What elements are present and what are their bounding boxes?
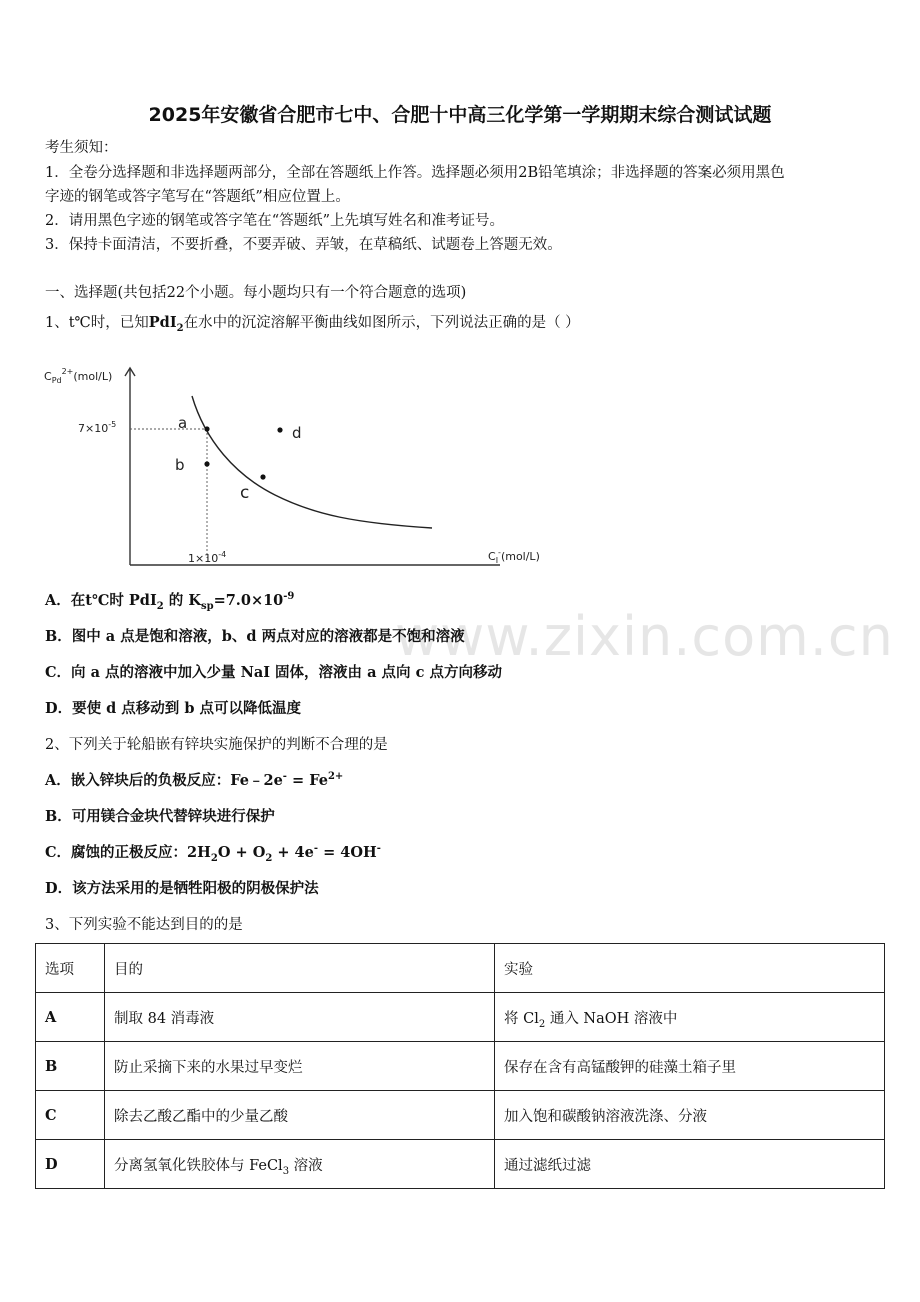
point-c bbox=[260, 474, 265, 479]
y-axis-label: $C_{Pd}^{2+}(mol/L)$ bbox=[44, 367, 113, 385]
row-option: C bbox=[36, 1091, 105, 1140]
table-row bbox=[36, 1042, 885, 1091]
q2-option-d: D．该方法采用的是牺牲阳极的阴极保护法 bbox=[45, 880, 319, 897]
q1-option-b: B．图中 a 点是饱和溶液，b、d 两点对应的溶液都是不饱和溶液 bbox=[45, 628, 465, 645]
point-b bbox=[204, 461, 209, 466]
question-2-stem: 2、下列关于轮船嵌有锌块实施保护的判断不合理的是 bbox=[45, 737, 388, 753]
point-b-label: b bbox=[175, 456, 185, 474]
q2-option-b: B．可用镁合金块代替锌块进行保护 bbox=[45, 808, 275, 825]
header-goal: 目的 bbox=[105, 944, 495, 993]
notice-line-4: 3．保持卡面清洁，不要折叠，不要弄破、弄皱，在草稿纸、试题卷上答题无效。 bbox=[45, 237, 562, 253]
q1-option-d: D．要使 d 点移动到 b 点可以降低温度 bbox=[45, 700, 302, 717]
x-axis-label: $C_I^-(mol/L)$ bbox=[488, 548, 540, 565]
table-header-row bbox=[36, 944, 885, 993]
x-tick-label: $1\times 10^{-4}$ bbox=[188, 550, 227, 565]
row-experiment: 通过滤纸过滤 bbox=[495, 1140, 885, 1189]
experiment-table bbox=[35, 943, 885, 1189]
q1-option-c: C．向 a 点的溶液中加入少量 NaI 固体，溶液由 a 点向 c 点方向移动 bbox=[45, 664, 502, 681]
row-experiment: 加入饱和碳酸钠溶液洗涤、分液 bbox=[495, 1091, 885, 1140]
page-title: 2025年安徽省合肥市七中、合肥十中高三化学第一学期期末综合测试试题 bbox=[148, 104, 772, 126]
row-option: D bbox=[36, 1140, 105, 1189]
notice-line-2: 字迹的钢笔或答字笔写在“答题纸”相应位置上。 bbox=[45, 189, 350, 205]
question-1-stem bbox=[45, 313, 580, 333]
notice-line-1: 1．全卷分选择题和非选择题两部分，全部在答题纸上作答。选择题必须用2B铅笔填涂；非选择题的答案必须用黑色 bbox=[45, 165, 785, 181]
q1-option-a: A．在t℃时 PdI$_2$ 的 $K_{sp}=7.0\times 10^{-9}$ bbox=[45, 591, 295, 612]
row-goal: 除去乙酸乙酯中的少量乙酸 bbox=[105, 1091, 495, 1140]
row-experiment: 将 $Cl_2$ 通入 NaOH 溶液中 bbox=[495, 993, 885, 1042]
solubility-curve-figure bbox=[40, 360, 570, 580]
q2-option-c: C．腐蚀的正极反应：$2H_2O + O_2 + 4e^- = 4OH^-$ bbox=[45, 843, 381, 864]
solubility-curve bbox=[192, 396, 432, 528]
table-row bbox=[36, 993, 885, 1042]
table-row bbox=[36, 1140, 885, 1189]
header-option: 选项 bbox=[36, 944, 105, 993]
notice-heading: 考生须知： bbox=[45, 140, 118, 156]
notice-line-3: 2．请用黑色字迹的钢笔或答字笔在“答题纸”上先填写姓名和准考证号。 bbox=[45, 213, 505, 229]
point-c-label: c bbox=[240, 483, 250, 503]
q2-option-a: A．嵌入锌块后的负极反应：Fe﹣2e- = $Fe^{2+}$ bbox=[45, 771, 344, 789]
row-goal: 制取 84 消毒液 bbox=[105, 993, 495, 1042]
row-option: B bbox=[36, 1042, 105, 1091]
watermark: www.zixin.com.cn bbox=[395, 605, 894, 668]
y-tick-label: $7\times 10^{-5}$ bbox=[78, 420, 117, 435]
table-row bbox=[36, 1091, 885, 1140]
row-experiment: 保存在含有高锰酸钾的硅藻土箱子里 bbox=[495, 1042, 885, 1091]
row-goal: 分离氢氧化铁胶体与 FeCl$_3$ 溶液 bbox=[105, 1140, 495, 1189]
q1-stem-formula: PdI$_2$ bbox=[148, 314, 184, 334]
point-a bbox=[204, 426, 209, 431]
q1-stem-part-a: 1、t℃时，已知 bbox=[45, 315, 149, 331]
row-goal: 防止采摘下来的水果过早变烂 bbox=[105, 1042, 495, 1091]
point-d bbox=[277, 427, 282, 432]
section-heading: 一、选择题(共包括22个小题。每小题均只有一个符合题意的选项) bbox=[45, 285, 467, 301]
point-d-label: d bbox=[292, 424, 302, 442]
question-3-stem: 3、下列实验不能达到目的的是 bbox=[45, 917, 243, 933]
q1-stem-part-c: 在水中的沉淀溶解平衡曲线如图所示，下列说法正确的是（ ） bbox=[183, 315, 580, 331]
header-experiment: 实验 bbox=[495, 944, 885, 993]
point-a-label: a bbox=[178, 414, 188, 432]
row-option: A bbox=[36, 993, 105, 1042]
